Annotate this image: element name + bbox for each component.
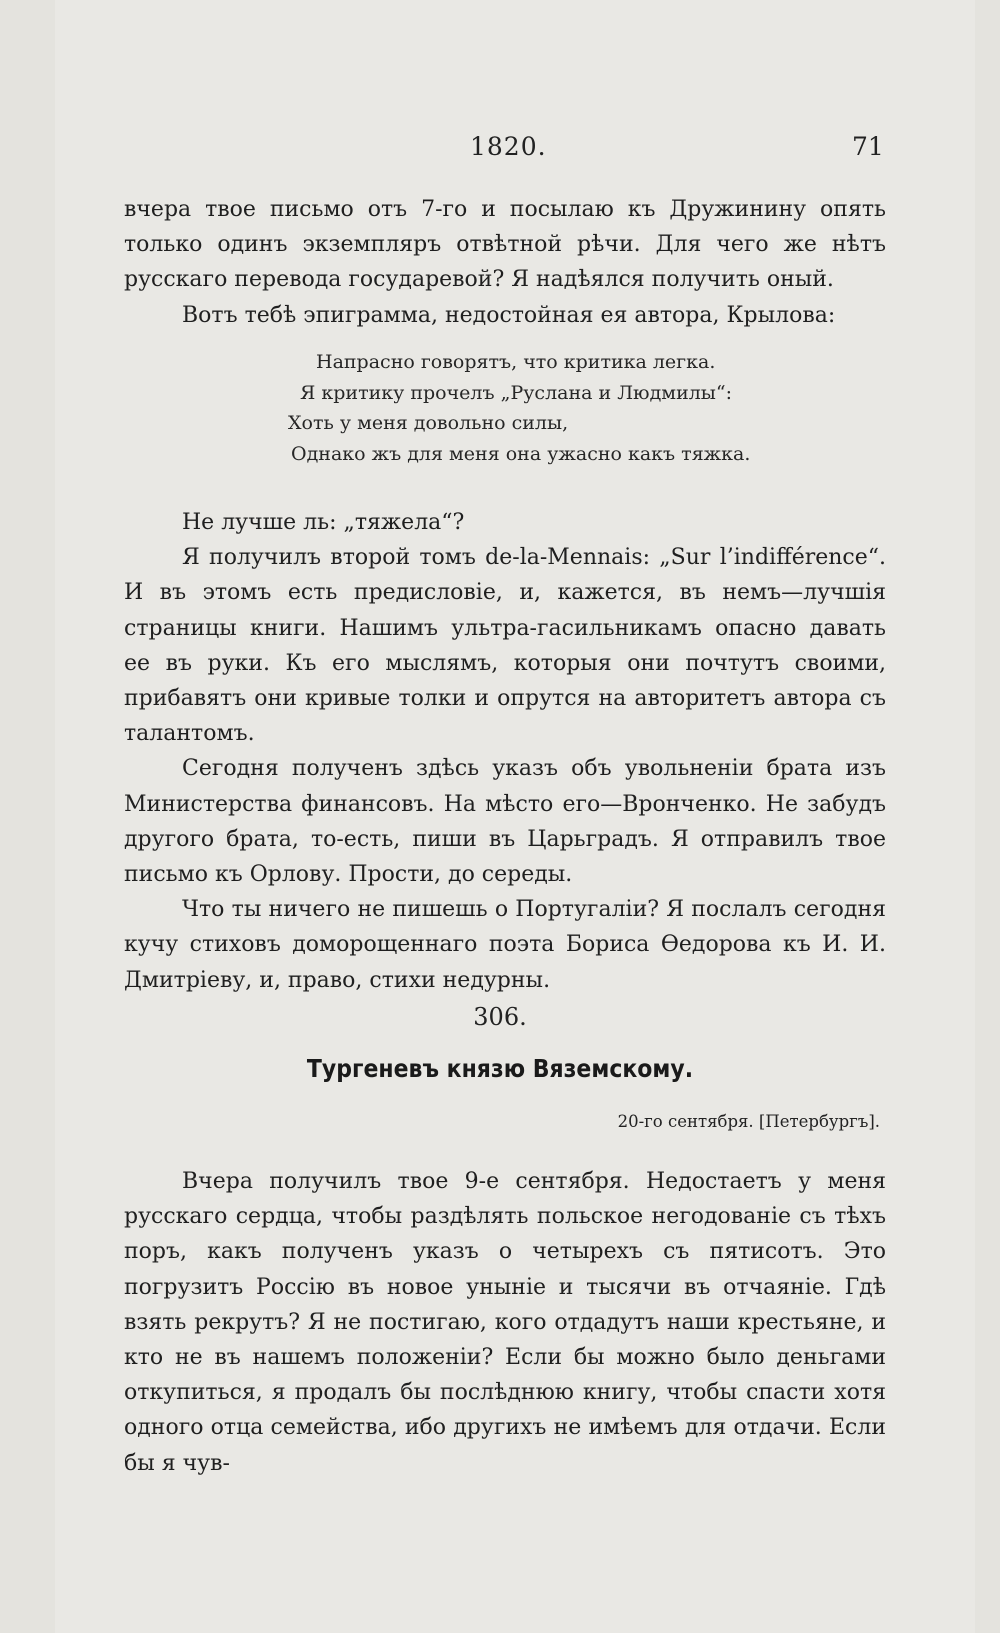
text-block-top [124, 192, 886, 333]
letter-number: 306. [473, 1003, 527, 1031]
paragraph: Сегодня полученъ здѣсь указъ объ увольненіи брата изъ Министерства финансовъ. На мѣсто его—Вронченко. Не забудъ другого брата, то-есть, пиши въ Царьградъ. Я отправилъ твое письмо къ Орлову. Прости, до середы. [124, 756, 886, 888]
poem-line: Я критику прочелъ „Руслана и Людмилы“: [300, 381, 733, 404]
letter-date: 20-го сентября. [Петербургъ]. [617, 1112, 880, 1131]
poem-line: Напрасно говорятъ, что критика легка. [316, 351, 716, 373]
running-header [0, 132, 1000, 172]
letter-body [124, 1164, 886, 1481]
paragraph: вчера твое письмо отъ 7-го и посылаю къ Дружинину опять только одинъ экземпляръ отвѣтной рѣчи. Для чего же нѣтъ русскаго перевода государевой? Я надѣялся получить оный. [124, 197, 886, 293]
paragraph: Я получилъ второй томъ de-la-Mennais: „Sur l’indifférence“. И въ этомъ есть предисловіе, и, кажется, въ немъ—лучшія страницы книги. Нашимъ ультра-гасильникамъ опасно давать ее въ руки. Къ его мыслямъ, которыя они почтутъ своими, прибавятъ они кривые толки и опрутся на авторитетъ автора съ талантомъ. [124, 545, 886, 747]
paragraph: Что ты ничего не пишешь о Португаліи? Я послалъ сегодня кучу стиховъ доморощеннаго поэта Бориса Өедорова къ И. И. Дмитріеву, и, право, стихи недурны. [124, 897, 886, 993]
letter-title: Тургеневъ князю Вяземскому. [306, 1054, 694, 1083]
epigram-poem [0, 347, 1000, 469]
paragraph: Вотъ тебѣ эпиграмма, недостойная ея автора, Крылова: [182, 302, 836, 328]
header-year: 1820. [470, 132, 547, 161]
text-block-middle [124, 505, 886, 998]
poem-line: Хоть у меня довольно силы, [288, 412, 569, 434]
page-number: 71 [852, 132, 884, 161]
poem-line: Однако жъ для меня она ужасно какъ тяжка. [291, 442, 751, 465]
paragraph: Не лучше ль: „тяжела“? [182, 510, 465, 535]
paragraph: Вчера получилъ твое 9-е сентября. Недостаетъ у меня русскаго сердца, чтобы раздѣлять польское негодованіе съ тѣхъ поръ, какъ полученъ указъ о четырехъ съ пятисотъ. Это погрузитъ Россію въ новое уныніе и тысячи въ отчаяніе. Гдѣ взять рекрутъ? Я не постигаю, кого отдадутъ наши крестьяне, и кто не въ нашемъ положеніи? Если бы можно было деньгами откупиться, я продалъ бы послѣднюю книгу, чтобы спасти хотя одного отца семейства, ибо другихъ не имѣемъ для отдачи. Если бы я чув- [124, 1169, 886, 1476]
